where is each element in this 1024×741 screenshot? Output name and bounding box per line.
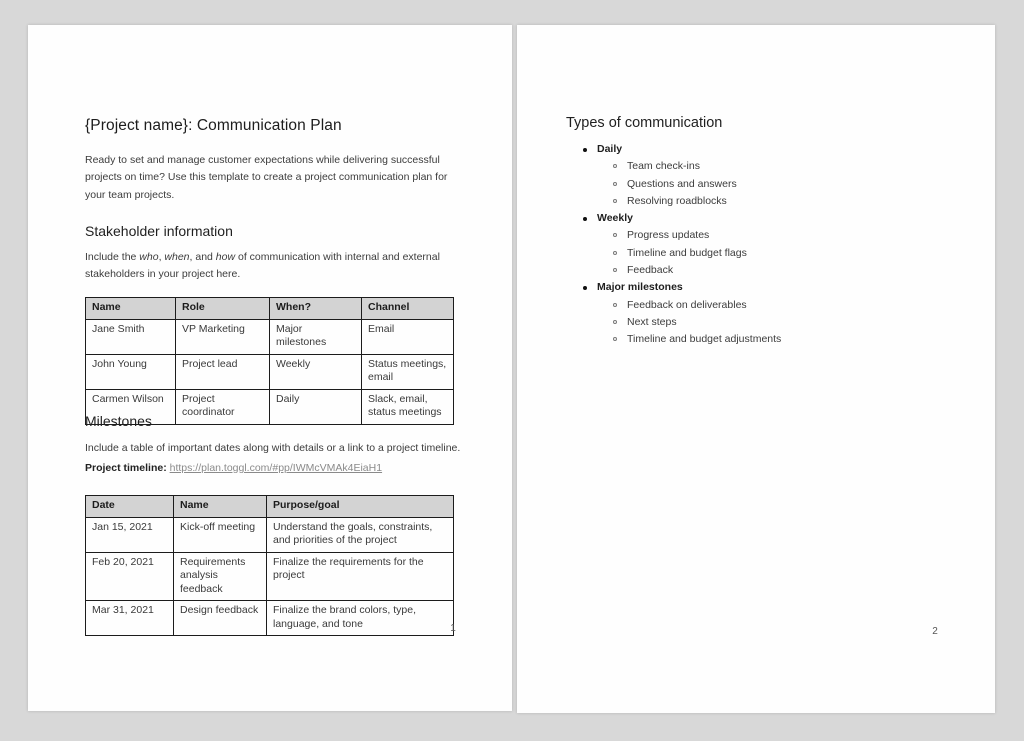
table-header-row (86, 496, 454, 518)
table-row (86, 319, 454, 354)
list-item-label: Questions and answers (627, 177, 737, 190)
list-item-label: Major milestones (597, 281, 683, 294)
column-header: Channel (362, 298, 454, 320)
table-cell: Feb 20, 2021 (86, 552, 174, 601)
column-header: Name (86, 298, 176, 320)
list-item (566, 245, 966, 262)
text-segment: , (158, 251, 165, 263)
table-cell: Weekly (270, 354, 362, 389)
page-number: 1 (450, 623, 456, 634)
table-cell: Email (362, 319, 454, 354)
circle-bullet-icon (613, 303, 617, 307)
table-cell: Mar 31, 2021 (86, 601, 174, 636)
table-cell: Major milestones (270, 319, 362, 354)
table-cell: Project coordinator (176, 389, 270, 424)
list-item-label: Timeline and budget flags (627, 246, 747, 259)
milestones-table (85, 495, 454, 636)
column-header: Name (174, 496, 267, 518)
circle-bullet-icon (613, 251, 617, 255)
column-header: Date (86, 496, 174, 518)
document-title: {Project name}: Communication Plan (85, 117, 342, 134)
list-item-label: Progress updates (627, 229, 710, 242)
table-cell: Design feedback (174, 601, 267, 636)
list-item-label: Resolving roadblocks (627, 194, 727, 207)
table-row (86, 354, 454, 389)
document-page-2 (517, 25, 995, 713)
intro-paragraph: Ready to set and manage customer expectations while delivering successful projects on time? Use this template to create a project communication plan for your team projects. (85, 154, 448, 201)
column-header: When? (270, 298, 362, 320)
project-timeline-line (85, 460, 480, 477)
list-item (566, 262, 966, 279)
list-item-label: Weekly (597, 212, 633, 225)
list-item-label: Feedback (627, 264, 674, 277)
list-item-label: Daily (597, 143, 623, 155)
table-cell: Project lead (176, 354, 270, 389)
table-cell: John Young (86, 354, 176, 389)
table-cell: Requirements analysis feedback (174, 552, 267, 601)
table-cell: Understand the goals, constraints, and priorities of the project (267, 517, 454, 552)
table-cell: Status meetings, email (362, 354, 454, 389)
table-header-row (86, 298, 454, 320)
table-cell: Daily (270, 389, 362, 424)
table-cell: Kick-off meeting (174, 517, 267, 552)
list-item (566, 176, 966, 193)
text-segment: , and (189, 251, 216, 263)
column-header: Purpose/goal (267, 496, 454, 518)
list-item (566, 227, 966, 244)
circle-bullet-icon (613, 182, 617, 186)
page-number: 2 (932, 626, 938, 637)
list-item-label: Team check-ins (627, 160, 700, 173)
text-segment: Include the (85, 251, 140, 263)
table-cell: Jane Smith (86, 319, 176, 354)
bullet-icon (583, 286, 587, 290)
table-cell: Jan 15, 2021 (86, 517, 174, 552)
milestones-heading: Milestones (85, 413, 152, 429)
circle-bullet-icon (613, 268, 617, 272)
list-item (566, 331, 966, 348)
italic-word-how: how (215, 251, 236, 263)
stakeholder-description (85, 249, 463, 284)
table-cell: Carmen Wilson (86, 389, 176, 424)
circle-bullet-icon (613, 199, 617, 203)
table-cell: Finalize the brand colors, type, language, and tone (267, 601, 454, 636)
table-cell: Finalize the requirements for the project (267, 552, 454, 601)
list-item (566, 314, 966, 331)
document-page-1 (28, 25, 512, 711)
types-of-communication-heading: Types of communication (566, 115, 723, 131)
bullet-icon (583, 217, 587, 221)
list-item (566, 141, 966, 158)
italic-word-when: when (164, 251, 190, 263)
circle-bullet-icon (613, 337, 617, 341)
circle-bullet-icon (613, 233, 617, 237)
list-item-label: Timeline and budget adjustments (627, 333, 782, 346)
table-row (86, 517, 454, 552)
text-segment: of communication with internal and external stakeholders in your project here. (85, 251, 440, 281)
timeline-label: Project timeline: (85, 462, 167, 474)
list-item (566, 297, 966, 314)
stakeholder-heading: Stakeholder information (85, 223, 233, 239)
stakeholder-table (85, 297, 454, 425)
circle-bullet-icon (613, 164, 617, 168)
table-cell: Slack, email, status meetings (362, 389, 454, 424)
table-cell: VP Marketing (176, 319, 270, 354)
milestones-description: Include a table of important dates along with details or a link to a project timeline. (85, 442, 461, 454)
circle-bullet-icon (613, 320, 617, 324)
list-item (566, 158, 966, 175)
list-item (566, 279, 966, 296)
list-item (566, 210, 966, 227)
communication-types-list (566, 141, 966, 349)
list-item-label: Next steps (627, 315, 677, 328)
list-item (566, 193, 966, 210)
table-row (86, 601, 454, 636)
column-header: Role (176, 298, 270, 320)
table-row (86, 552, 454, 601)
bullet-icon (583, 148, 587, 152)
timeline-link[interactable]: https://plan.toggl.com/#pp/IWMcVMAk4EiaH1 (169, 462, 383, 474)
italic-word-who: who (139, 251, 159, 263)
list-item-label: Feedback on deliverables (627, 298, 747, 311)
